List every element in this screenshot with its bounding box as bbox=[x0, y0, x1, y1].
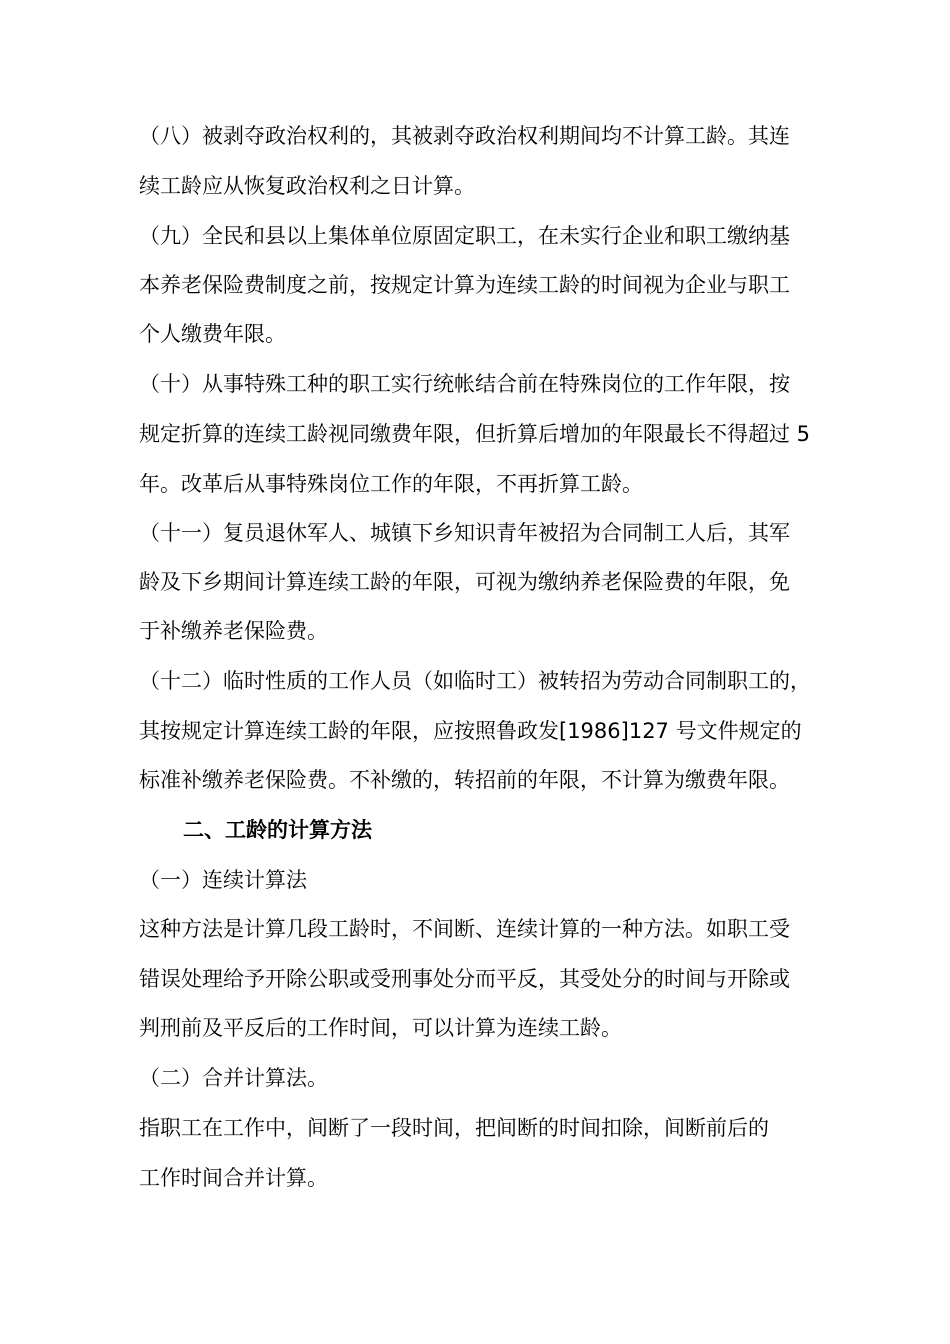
subsection-heading: （一）连续计算法 bbox=[139, 868, 307, 892]
text-line: 其按规定计算连续工龄的年限，应按照鲁政发[1986]127 号文件规定的 bbox=[139, 719, 802, 743]
text-line: 年。改革后从事特殊岗位工作的年限，不再折算工龄。 bbox=[139, 472, 643, 496]
text-line: 错误处理给予开除公职或受刑事处分而平反，其受处分的时间与开除或 bbox=[139, 967, 790, 991]
text-line: 规定折算的连续工龄视同缴费年限，但折算后增加的年限最长不得超过 5 bbox=[139, 422, 811, 446]
text-line: 标准补缴养老保险费。不补缴的，转招前的年限，不计算为缴费年限。 bbox=[139, 768, 790, 792]
text-line: 判刑前及平反后的工作时间，可以计算为连续工龄。 bbox=[139, 1016, 622, 1040]
section-heading: 二、工龄的计算方法 bbox=[183, 818, 372, 842]
text-line: （十）从事特殊工种的职工实行统帐结合前在特殊岗位的工作年限，按 bbox=[139, 372, 790, 396]
text-line: （八）被剥夺政治权利的，其被剥夺政治权利期间均不计算工龄。其连 bbox=[139, 124, 790, 148]
subsection-heading: （二）合并计算法。 bbox=[139, 1066, 328, 1090]
text-line: （九）全民和县以上集体单位原固定职工，在未实行企业和职工缴纳基 bbox=[139, 224, 790, 248]
text-line: 于补缴养老保险费。 bbox=[139, 619, 328, 643]
text-line: （十二）临时性质的工作人员（如临时工）被转招为劳动合同制职工的， bbox=[139, 669, 811, 693]
text-line: 本养老保险费制度之前，按规定计算为连续工龄的时间视为企业与职工 bbox=[139, 273, 790, 297]
text-line: 续工龄应从恢复政治权利之日计算。 bbox=[139, 174, 475, 198]
text-line: 工作时间合并计算。 bbox=[139, 1166, 328, 1190]
text-line: 个人缴费年限。 bbox=[139, 322, 286, 346]
text-line: 这种方法是计算几段工龄时，不间断、连续计算的一种方法。如职工受 bbox=[139, 917, 790, 941]
text-line: （十一）复员退休军人、城镇下乡知识青年被招为合同制工人后，其军 bbox=[139, 521, 790, 545]
text-line: 指职工在工作中，间断了一段时间，把间断的时间扣除，间断前后的 bbox=[139, 1116, 769, 1140]
text-line: 龄及下乡期间计算连续工龄的年限，可视为缴纳养老保险费的年限，免 bbox=[139, 570, 790, 594]
